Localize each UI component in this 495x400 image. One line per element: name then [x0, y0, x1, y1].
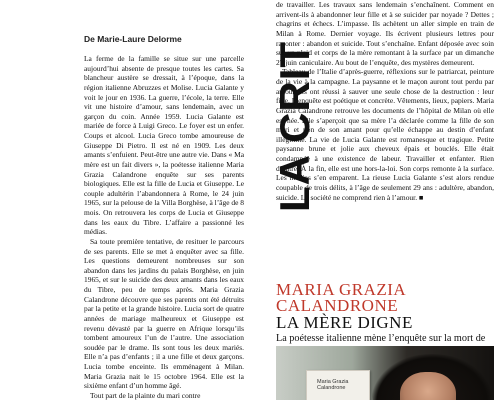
right-column-text: [276, 0, 494, 270]
book-cover-image: [306, 370, 370, 400]
book-cover-text: Maria Grazia Calandrone: [317, 379, 349, 391]
left-paragraph: Tout part de la plainte du mari contre: [90, 390, 201, 400]
book-subtitle: La poétesse italienne mène l’enquête sur la mort de: [276, 333, 486, 344]
left-paragraph: Sa toute première tentative, de resituer le parcours de ses parents. Elle se met à enquêter avec sa fille. Les questions demeurent nombreuses sur son abandon dans les jardins du palais Borghèse, en juin 1965, et sur le suicide des deux amants dans les eaux du Tibre, peu de temps après. Maria Grazia Calandrone découvre que ses parents ont été détruits par la petite et la grande histoire. Lucia sort de quatre années de mariage malheureux et Giuseppe est revenu dévasté par la guerre en Afrique lorsqu’ils tombent amoureux l’un de l’autre. Une association soudée par le drame. Ils sont tous les deux mariés. Elle n’a pas d’enfants ; il a une fille et deux garçons. Lucia tombe enceinte. Ils emménagent à Milan. Maria Grazia nait le 15 octobre 1964. Elle est la sixième enfant d’un homme âgé.: [84, 236, 244, 391]
book-title: LA MÈRE DIGNE: [276, 313, 413, 332]
byline: De Marie-Laure Delorme: [84, 34, 182, 44]
section-title-text: LA CRIT: [271, 40, 318, 212]
author-photo: [276, 346, 494, 400]
book-author: MARIA GRAZIA CALANDRONE: [276, 280, 406, 315]
book-headline: [276, 282, 494, 356]
right-paragraph: Tableau de l’Italie d’après-guerre, réflexions sur le patriarcat, peinture de la vie à la campagne. La paysanne et le maçon auront tout perdu par amour. Ils ont réussi à sauver une seule chose de la destruction : leur fille. L’enquête est poétique et concrète. Vêtements, lieux, papiers. Maria Grazia Calandrone retrouve les documents de l’hôpital de Milan où elle est née. Elle s’aperçoit que sa mère l’a déclarée comme la fille de son mari et non de son amant pour qu’elle échappe au destin d’enfant illégitime. La vie de Lucia Galante est romanesque et tragique. Petite paysanne brune et jolie aux cheveux épais et bouclés. Elle était condamnée à une existence de labeur. Travailler et enfanter. Rien d’autre. À la fin, elle est une hors-la-loi. Son corps remonte à la surface. Les médias s’en emparent. La rieuse Lucia Galante s’est alors rendue coupable de trois délits, à l’âge de seulement 29 ans : adultère, abandon, suicide. La société ne comprend rien à l’amour. ■: [276, 67, 494, 202]
right-paragraph: de travailler. Les travaux sans lendemain s’enchaînent. Comment en arrivent-ils à abandonner leur fille et à se suicider par noyade ? Dettes ; chagrins et échecs. L’impasse. Ils achètent un aller simple en train de Milan à Rome. Dernier voyage. Ils écrivent plusieurs lettres pour raconter : abandon et suicide. Tout s’enchaîne. Enfant déposée avec soin sur un plaid et corps de la mère remontant à la surface par un dimanche 27 juin caniculaire. Au bout de l’enquête, des mystères demeurent.: [276, 0, 494, 67]
left-column-text: [84, 54, 244, 400]
left-paragraph: La ferme de la famille se situe sur une parcelle aujourd’hui absente de presque toutes les cartes. Sa blancheur austère se dressait, à l’époque, dans la région italienne Abruzzes et Molise. Lucia Galante y voit le jour en 1936. La guerre, l’école, la terre. Elle vit une histoire d’amour, sans lendemain, avec un garçon du coin. Année 1959. Lucia Galante est mariée de force à Luigi Greco. Le foyer est un enfer. Coups et alcool. Lucia Greco tombe amoureuse de Giuseppe Di Pietro. Il est né en 1909. Les deux amants s’enfuient. Peut-être une autre vie. Dans « Ma mère est un fait divers », la poétesse italienne Maria Grazia Calandrone enquête sur ses parents biologiques. Elle est la fille de Lucia et Giuseppe. Le couple adultérin l’abandonnera à Rome, le 24 juin 1965, sur la pelouse de la Villa Borghèse, à l’âge de 8 mois. On retrouvera les corps de Lucia et Giuseppe dans les eaux du Tibre. L’affaire a passionné les médias.: [84, 54, 244, 237]
